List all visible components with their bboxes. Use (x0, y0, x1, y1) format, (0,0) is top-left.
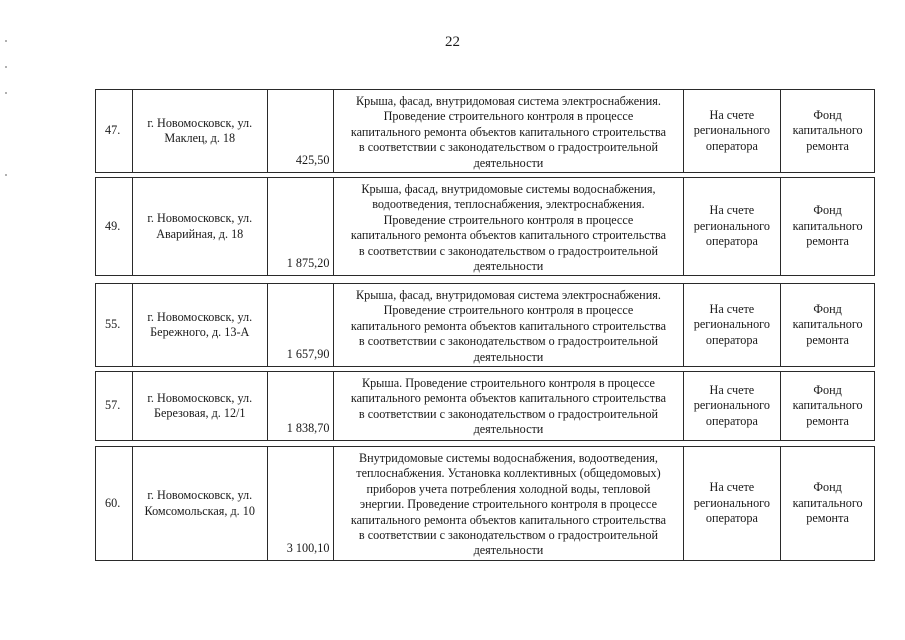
cost-cell: 1 875,20 (268, 178, 335, 275)
margin-mark (5, 40, 7, 42)
works-cell: Крыша, фасад, внутридомовая система электроснабжения. Проведение строительного контроля в процессе капитального ремонта объектов капитального строительства в соответствии с законодательством о градостроительной деятельности (334, 90, 683, 172)
margin-mark (5, 66, 7, 68)
fund-cell: Фонд капитального ремонта (792, 301, 863, 347)
row-number: 47. (96, 90, 133, 172)
address-cell: г. Новомосковск, ул. Аварийная, д. 18 (133, 178, 268, 275)
table-row (95, 177, 875, 276)
margin-mark (5, 92, 7, 94)
table-row (95, 283, 875, 367)
row-number: 60. (96, 447, 133, 560)
fund-cell: Фонд капитального ремонта (792, 107, 863, 153)
margin-mark (5, 174, 7, 176)
works-cell: Крыша. Проведение строительного контроля в процессе капитального ремонта объектов капитального строительства в соответствии с законодательством о градостроительной деятельности (334, 372, 683, 440)
owner-cell: На счете регионального оператора (684, 284, 782, 366)
row-number: 49. (96, 178, 133, 275)
row-number: 57. (96, 372, 133, 440)
table-row (95, 371, 875, 441)
cost-cell: 1 838,70 (268, 372, 335, 440)
table-row (95, 446, 875, 561)
owner-cell: На счете регионального оператора (684, 178, 782, 275)
owner-cell: На счете регионального оператора (684, 372, 782, 440)
fund-cell: Фонд капитального ремонта (792, 480, 863, 526)
address-cell: г. Новомосковск, ул. Маклец, д. 18 (133, 90, 268, 172)
table-row (95, 89, 875, 173)
address-cell: г. Новомосковск, ул. Березовая, д. 12/1 (133, 372, 268, 440)
works-cell: Внутридомовые системы водоснабжения, водоотведения, теплоснабжения. Установка коллективных (общедомовых) приборов учета потребления холодной воды, тепловой энергии. Проведение строительного контроля в процессе капитального ремонта объектов капитального строительства в соответствии с законодательством о градостроительной деятельности (334, 447, 683, 560)
cost-cell: 1 657,90 (268, 284, 335, 366)
page-number: 22 (445, 34, 460, 50)
owner-cell: На счете регионального оператора (684, 90, 782, 172)
cost-cell: 425,50 (268, 90, 335, 172)
cost-cell: 3 100,10 (268, 447, 335, 560)
fund-cell: Фонд капитального ремонта (792, 382, 863, 428)
row-number: 55. (96, 284, 133, 366)
fund-cell: Фонд капитального ремонта (792, 203, 863, 249)
owner-cell: На счете регионального оператора (684, 447, 782, 560)
works-cell: Крыша, фасад, внутридомовые системы водоснабжения, водоотведения, теплоснабжения, электроснабжения. Проведение строительного контроля в процессе капитального ремонта объектов капитального строительства в соответствии с законодательством о градостроительной деятельности (334, 178, 683, 275)
works-cell: Крыша, фасад, внутридомовая система электроснабжения. Проведение строительного контроля в процессе капитального ремонта объектов капитального строительства в соответствии с законодательством о градостроительной деятельности (334, 284, 683, 366)
address-cell: г. Новомосковск, ул. Комсомольская, д. 10 (133, 447, 268, 560)
address-cell: г. Новомосковск, ул. Бережного, д. 13-А (133, 284, 268, 366)
